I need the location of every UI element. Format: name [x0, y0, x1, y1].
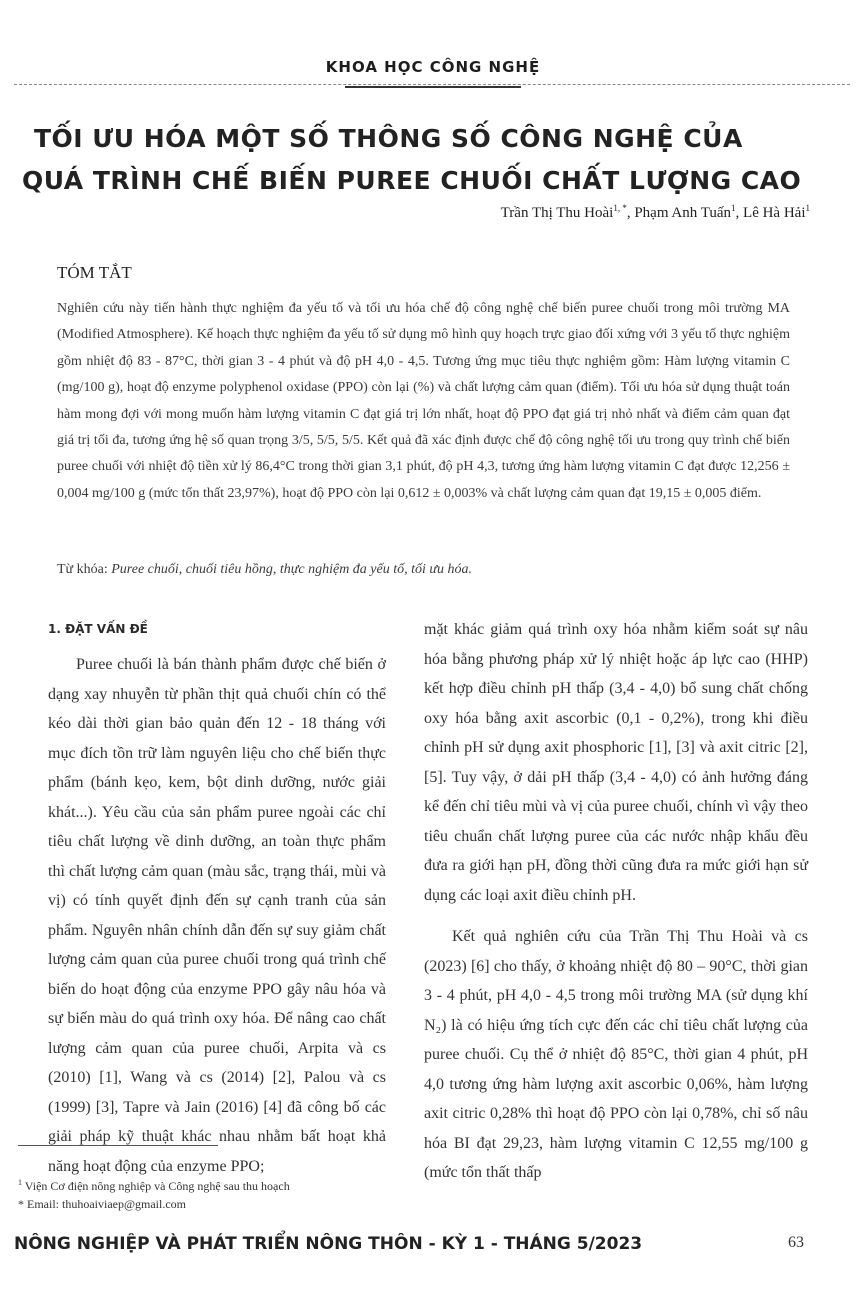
header-divider-accent — [345, 86, 521, 88]
footnote-marker: 1 — [18, 1178, 22, 1187]
keywords-label: Từ khóa: — [57, 562, 108, 577]
title-line-2: QUÁ TRÌNH CHẾ BIẾN PUREE CHUỐI CHẤT LƯỢNG CAO — [22, 166, 802, 195]
paragraph-2: mặt khác giảm quá trình oxy hóa nhằm kiểm soát sự nâu hóa bằng phương pháp xử lý nhiệt hoặc áp lực cao (HHP) kết hợp điều chỉnh pH thấp (3,4 - 4,0) bổ sung chất chống oxy hóa bằng axit ascorbic (0,1 - 0,2%), trong khi điều chỉnh pH sử dụng axit phosphoric [1], [3] và axit citric [2], [5]. Tuy vậy, ở dải pH thấp (3,4 - 4,0) có ảnh hưởng đáng kể đến chỉ tiêu mùi và vị của puree chuối, chính vì vậy theo tiêu chuẩn chất lượng puree của các nước nhập khẩu đều đưa ra giới hạn pH, đồng thời cũng đưa ra mức giới hạn sử dụng các loại axit điều chỉnh pH. — [424, 621, 808, 904]
abstract-body: Nghiên cứu này tiến hành thực nghiệm đa yếu tố và tối ưu hóa chế độ công nghệ chế biến puree chuối trong môi trường MA (Modified Atmosphere). Kế hoạch thực nghiệm đa yếu tố sử dụng mô hình quy hoạch trực giao đối xứng với 3 yếu tố thực nghiệm gồm nhiệt độ 83 - 87°C, thời gian 3 - 4 phút và độ pH 4,0 - 4,5. Tương ứng mục tiêu thực nghiệm gồm: Hàm lượng vitamin C (mg/100 g), hoạt độ enzyme polyphenol oxidase (PPO) còn lại (%) và chất lượng cảm quan (điểm). Tối ưu hóa sử dụng thuật toán hàm mong đợi với mong muốn hàm lượng vitamin C đạt giá trị lớn nhất, hoạt độ PPO đạt giá trị nhỏ nhất và điểm cảm quan đạt giá trị tối đa, tương ứng hệ số quan trọng 3/5, 5/5, 5/5. Kết quả đã xác định được chế độ công nghệ tối ưu trong quy trình chế biến puree chuối với nhiệt độ tiền xử lý 86,4°C trong thời gian 3,1 phút, độ pH 4,3, tương ứng hàm lượng vitamin C đạt được 12,256 ± 0,004 mg/100 g (mức tổn thất 23,97%), hoạt độ PPO còn lại 0,612 ± 0,003% và chất lượng cảm quan đạt 19,15 ± 0,005 điểm. — [57, 301, 790, 501]
journal-footer: NÔNG NGHIỆP VÀ PHÁT TRIỂN NÔNG THÔN - KỲ 1 - THÁNG 5/2023 — [14, 1234, 643, 1254]
section-header: KHOA HỌC CÔNG NGHỆ — [325, 58, 541, 76]
title-line-1: TỐI ƯU HÓA MỘT SỐ THÔNG SỐ CÔNG NGHỆ CỦA — [34, 124, 743, 153]
abstract-heading: TÓM TẮT — [57, 263, 132, 282]
section-heading: 1. ĐẶT VẤN ĐỀ — [48, 622, 148, 636]
page-number: 63 — [788, 1234, 804, 1251]
left-column — [48, 650, 386, 1181]
footnote-affiliation-text: Viện Cơ điện nông nghiệp và Công nghệ sau thu hoạch — [24, 1179, 290, 1193]
paragraph-1: Puree chuối là bán thành phẩm được chế biến ở dạng xay nhuyễn từ phần thịt quả chuối chín có thể kéo dài thời gian bảo quản đến 12 - 18 tháng với mục đích tồn trữ làm nguyên liệu cho chế biến thực phẩm (bánh kẹo, kem, bột dinh dưỡng, nước giải khát...). Yêu cầu của sản phẩm puree ngoài các chỉ tiêu chất lượng về dinh dưỡng, an toàn thực phẩm thì chất lượng cảm quan (màu sắc, trạng thái, mùi và vị) có tính quyết định đến sự cạnh tranh của sản phẩm. Nguyên nhân chính dẫn đến sự suy giảm chất lượng cảm quan của puree chuối trong quá trình chế biến do hoạt động của enzyme PPO gây nâu hóa và sự biến màu do quá trình oxy hóa. Để nâng cao chất lượng cảm quan của puree chuối, Arpita và cs (2010) [1], Wang và cs (2014) [2], Palou và cs (1999) [3], Tapre và Jain (2016) [4] đã công bố các giải pháp kỹ thuật khác nhau nhằm bất hoạt khả năng hoạt động của enzyme PPO; — [48, 656, 386, 1175]
author-3: Lê Hà Hải — [743, 205, 806, 221]
header-divider — [14, 84, 850, 85]
author-2: Phạm Anh Tuấn — [634, 205, 732, 221]
article-title — [22, 118, 852, 202]
footnote-email: * Email: thuhoaiviaep@gmail.com — [18, 1197, 187, 1211]
footnote-divider — [18, 1145, 218, 1146]
author-2-affiliation: 1 — [731, 203, 736, 213]
author-1-affiliation: 1, * — [613, 203, 627, 213]
right-column — [424, 615, 808, 1188]
keywords-value: Puree chuối, chuối tiêu hồng, thực nghiệm đa yếu tố, tối ưu hóa. — [111, 562, 473, 577]
footnote-affiliation — [18, 1178, 290, 1194]
author-1: Trần Thị Thu Hoài — [500, 205, 614, 221]
author-list: Trần Thị Thu Hoài$^{1, *}$, Phạm Anh Tuấn$^1$, Lê Hà Hải$^1$ — [500, 203, 810, 221]
paragraph-3: Kết quả nghiên cứu của Trần Thị Thu Hoài và cs (2023) [6] cho thấy, ở khoảng nhiệt độ 80 – 90°C, thời gian 3 - 4 phút, pH 4,0 - 4,5 trong môi trường MA (sử dụng khí N₂) là có hiệu ứng tích cực đến các chỉ tiêu chất lượng của puree chuối. Cụ thể ở nhiệt độ 85°C, thời gian 4 phút, pH 4,0 tương ứng hàm lượng axit ascorbic 0,06%, hàm lượng axit citric 0,28% thì hoạt độ PPO còn lại 0,78%, chỉ số nâu hóa BI đạt 29,23, hàm lượng vitamin C 12,55 mg/100 g (mức tổn thất thấp — [424, 928, 808, 1181]
keywords — [57, 562, 790, 578]
author-3-affiliation: 1 — [805, 203, 810, 213]
